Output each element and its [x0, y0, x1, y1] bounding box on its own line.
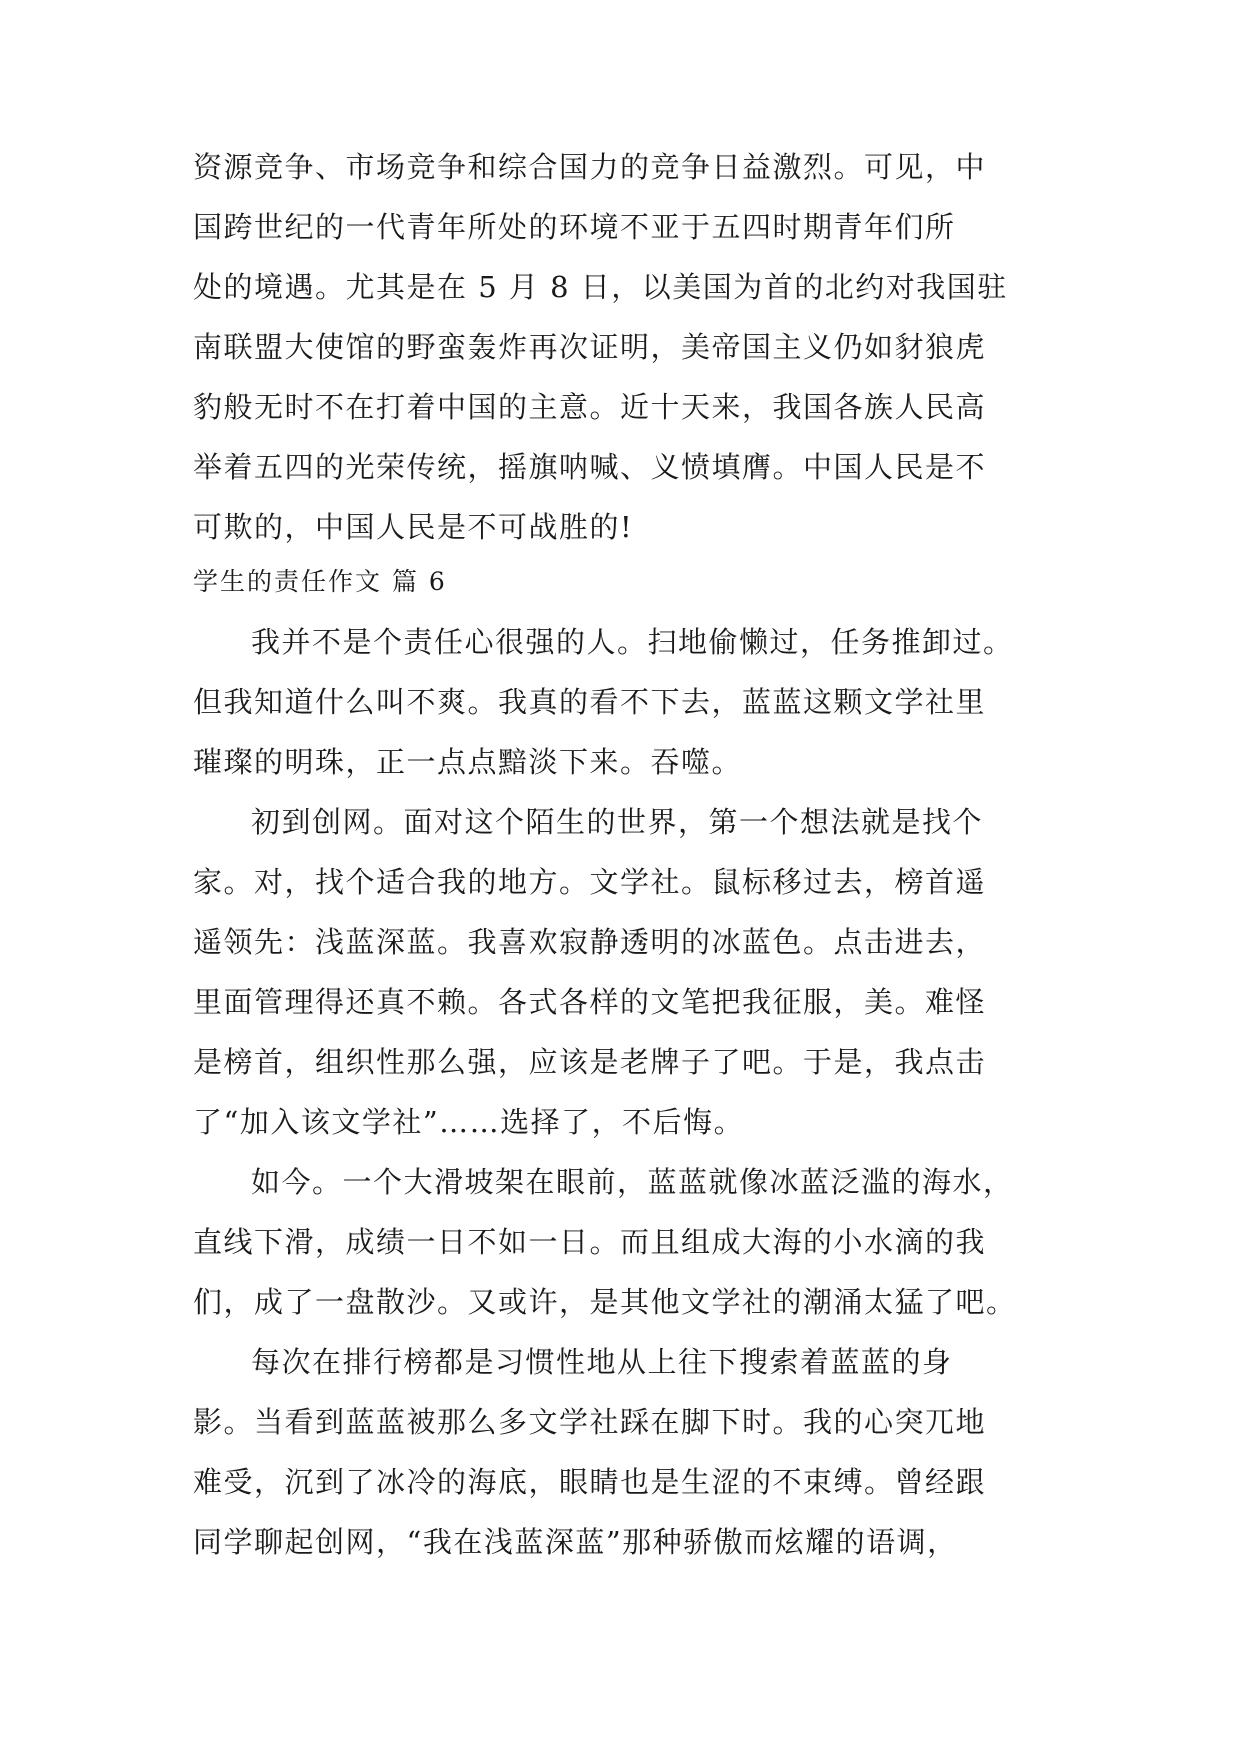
text-line: 家。对，找个适合我的地方。文学社。鼠标移过去，榜首遥 — [193, 865, 987, 899]
text-line: 豹般无时不在打着中国的主意。近十天来，我国各族人民高 — [193, 390, 987, 424]
text-line: 直线下滑，成绩一日不如一日。而且组成大海的小水滴的我 — [193, 1225, 987, 1259]
text-line: 可欺的，中国人民是不可战胜的! — [193, 510, 634, 544]
text-line: 但我知道什么叫不爽。我真的看不下去，蓝蓝这颗文学社里 — [193, 685, 987, 719]
text-line: 国跨世纪的一代青年所处的环境不亚于五四时期青年们所 — [193, 210, 956, 244]
section-heading: 学生的责任作文 篇 6 — [193, 567, 447, 596]
text-line: 南联盟大使馆的野蛮轰炸再次证明，美帝国主义仍如豺狼虎 — [193, 330, 987, 364]
text-line: 是榜首，组织性那么强，应该是老牌子了吧。于是，我点击 — [193, 1045, 987, 1079]
text-line: 举着五四的光荣传统，摇旗呐喊、义愤填膺。中国人民是不 — [193, 450, 987, 484]
paragraph-first-line: 初到创网。面对这个陌生的世界，第一个想法就是找个 — [251, 805, 984, 839]
text-line: 遥领先：浅蓝深蓝。我喜欢寂静透明的冰蓝色。点击进去， — [193, 925, 987, 959]
paragraph-first-line: 我并不是个责任心很强的人。扫地偷懒过，任务推卸过。 — [251, 625, 1014, 659]
text-line: 影。当看到蓝蓝被那么多文学社踩在脚下时。我的心突兀地 — [193, 1405, 987, 1439]
text-line: 里面管理得还真不赖。各式各样的文笔把我征服，美。难怪 — [193, 985, 987, 1019]
paragraph-first-line: 如今。一个大滑坡架在眼前，蓝蓝就像冰蓝泛滥的海水， — [251, 1165, 1014, 1199]
text-line: 同学聊起创网，“我在浅蓝深蓝”那种骄傲而炫耀的语调， — [193, 1525, 958, 1559]
text-line: 们，成了一盘散沙。又或许，是其他文学社的潮涌太猛了吧。 — [193, 1285, 1017, 1319]
text-line: 资源竞争、市场竞争和综合国力的竞争日益激烈。可见，中 — [193, 150, 987, 184]
text-line: 难受，沉到了冰冷的海底，眼睛也是生涩的不束缚。曾经跟 — [193, 1465, 987, 1499]
paragraph-first-line: 每次在排行榜都是习惯性地从上往下搜索着蓝蓝的身 — [251, 1345, 953, 1379]
text-line: 璀璨的明珠，正一点点黯淡下来。吞噬。 — [193, 745, 743, 779]
text-line: 处的境遇。尤其是在 5 月 8 日，以美国为首的北约对我国驻 — [193, 270, 1008, 304]
text-line: 了“加入该文学社”……选择了，不后悔。 — [193, 1105, 745, 1139]
